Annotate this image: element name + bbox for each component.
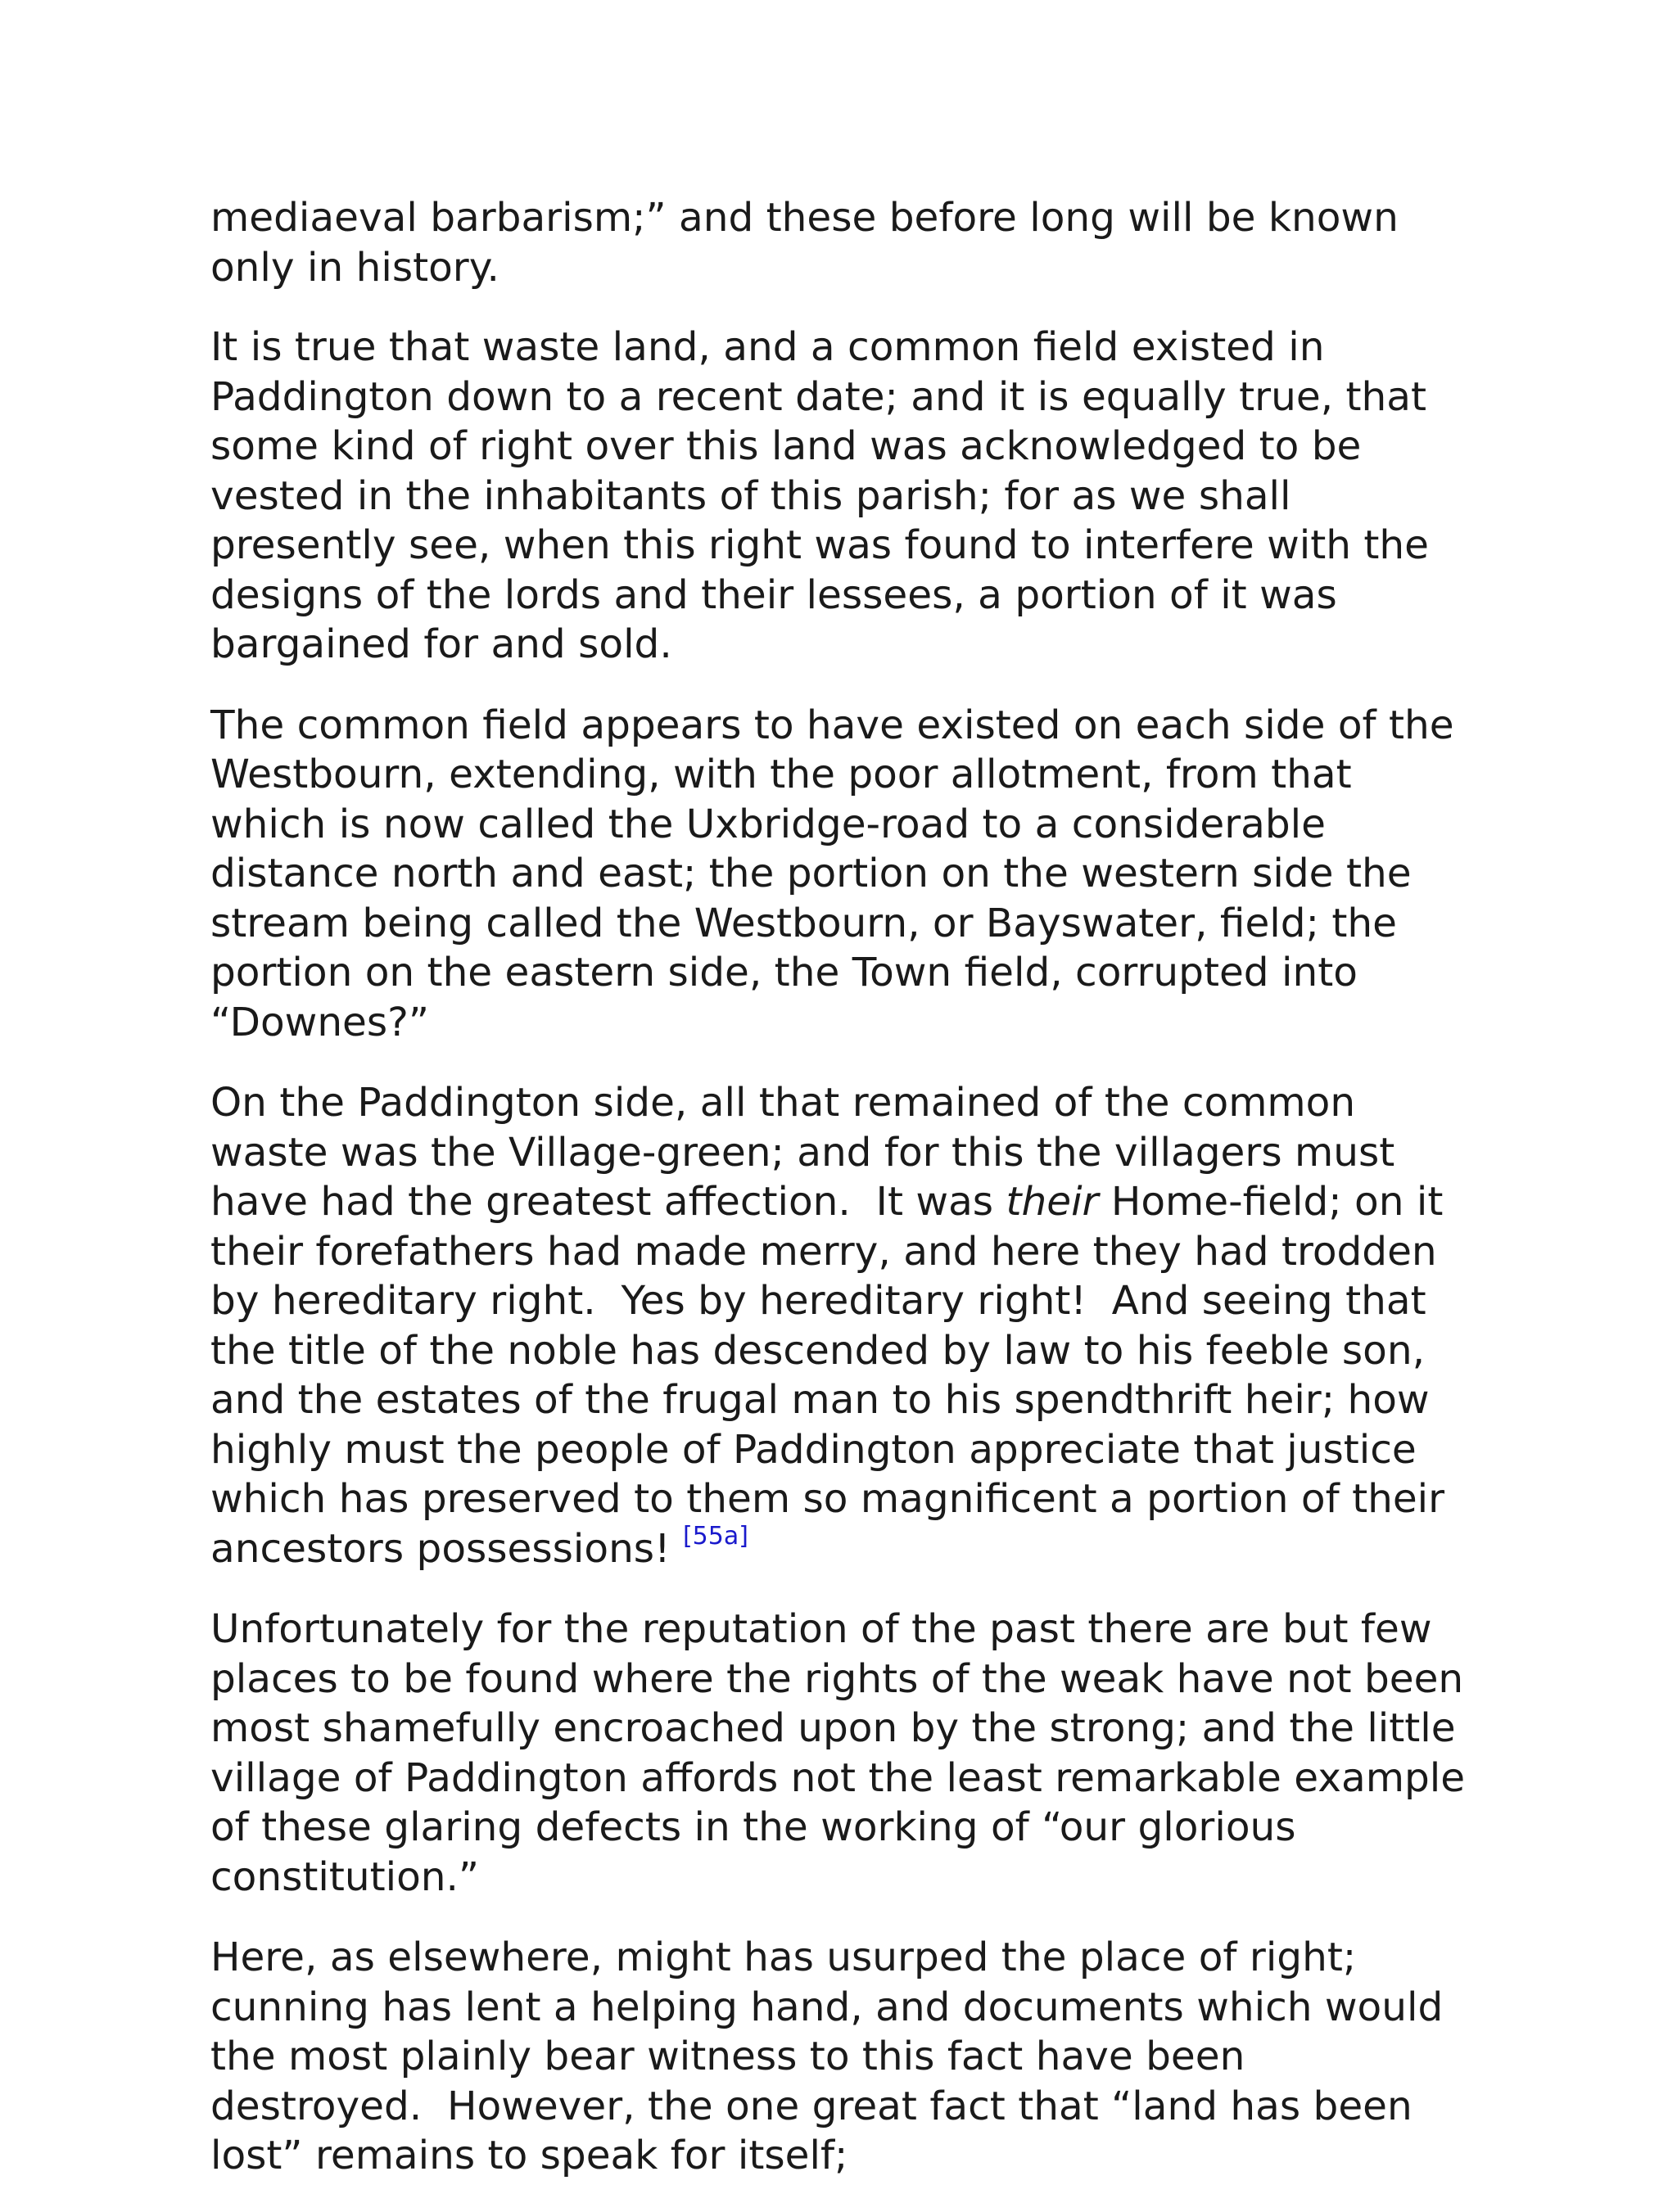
paragraph-6: Here, as elsewhere, might has usurped the place of right; cunning has lent a helping hand, and documents which would the most plainly bear witness to this fact have been destroyed. However, the one great fact that “land has been lost” remains to speak for itself;	[210, 1934, 1444, 2178]
document-body	[210, 193, 1471, 2212]
paragraph-4	[210, 1078, 1471, 1573]
paragraph-4-text-before: On the Paddington side, all that remained of the common waste was the Village-green; and for this the villagers must have had the greatest affection. It was	[210, 1080, 1395, 1225]
paragraph-5: Unfortunately for the reputation of the past there are but few places to be found where the rights of the weak have not been most shamefully encroached upon by the strong; and the little village of Paddington affords not the least remarkable example of these glaring defects in the working of “our glorious constitution.”	[210, 1606, 1466, 1900]
paragraph-3: The common field appears to have existed on each side of the Westbourn, extending, with the poor allotment, from that which is now called the Uxbridge-road to a considerable distance north and east; the portion on the western side the stream being called the Westbourn, or Bayswater, field; the portion on the eastern side, the Town field, corrupted into “Downes?”	[210, 702, 1454, 1045]
emphasis-their: their	[1006, 1179, 1099, 1225]
footnote-link-55a[interactable]: [55a]	[682, 1521, 748, 1551]
paragraph-4-text-after: Home-field; on it their forefathers had made merry, and here they had trodden by hereditary right. Yes by hereditary right! And seeing that the title of the noble has descended by law to his feeble son, and the estates of the frugal man to his spendthrift heir; how highly must the people of Paddington appreciate that justice which has preserved to them so magnificent a portion of their ancestors possessions!	[210, 1179, 1445, 1572]
paragraph-2: It is true that waste land, and a common field existed in Paddington down to a recent date; and it is equally true, that some kind of right over this land was acknowledged to be vested in the inhabitants of this parish; for as we shall presently see, when this right was found to interfere with the designs of the lords and their lessees, a portion of it was bargained for and sold.	[210, 324, 1429, 667]
paragraph-1: mediaeval barbarism;” and these before long will be known only in history.	[210, 195, 1399, 291]
